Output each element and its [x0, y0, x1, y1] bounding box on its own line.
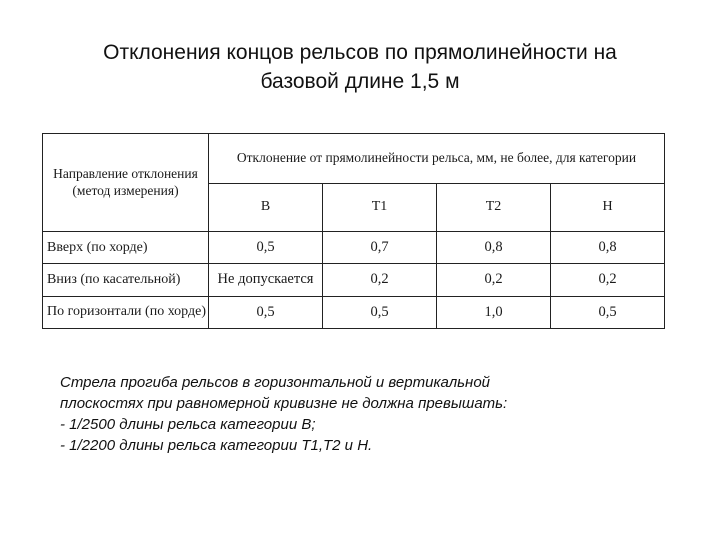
table-cell: 0,5 — [209, 231, 323, 263]
table-row — [43, 296, 665, 328]
table-cell: 0,5 — [323, 296, 437, 328]
header-deviation: Отклонение от прямолинейности рельса, мм, не более, для категории — [209, 134, 665, 184]
table-cell: 0,5 — [551, 296, 665, 328]
table-cell: 0,2 — [323, 264, 437, 296]
table-cell: 0,2 — [437, 264, 551, 296]
table-row — [43, 264, 665, 296]
table-cell: 0,8 — [551, 231, 665, 263]
deviation-table — [42, 133, 665, 329]
table-cell: 0,8 — [437, 231, 551, 263]
note-line: - 1/2500 длины рельса категории В; — [60, 416, 316, 433]
slide-title-line-1: Отклонения концов рельсов по прямолинейности на — [103, 41, 617, 64]
category-header: Н — [551, 183, 665, 231]
note-line: плоскостях при равномерной кривизне не должна превышать: — [60, 395, 508, 412]
table-row — [43, 231, 665, 263]
row-label: По горизонтали (по хорде) — [43, 296, 209, 328]
table-header-row — [43, 134, 665, 184]
slide-title-line-2: базовой длине 1,5 м — [260, 70, 460, 93]
header-direction: Направление отклонения (метод измерения) — [43, 134, 209, 232]
category-header: Т2 — [437, 183, 551, 231]
deflection-note — [60, 372, 690, 456]
row-label: Вниз (по касательной) — [43, 264, 209, 296]
note-line: Стрела прогиба рельсов в горизонтальной и вертикальной — [60, 374, 490, 391]
category-header: В — [209, 183, 323, 231]
table-cell: 0,7 — [323, 231, 437, 263]
table-cell: 1,0 — [437, 296, 551, 328]
table-cell: Не допускается — [209, 264, 323, 296]
note-line: - 1/2200 длины рельса категории Т1,Т2 и Н. — [60, 437, 373, 454]
deviation-table-container — [42, 133, 664, 329]
category-header: Т1 — [323, 183, 437, 231]
table-cell: 0,2 — [551, 264, 665, 296]
table-cell: 0,5 — [209, 296, 323, 328]
row-label: Вверх (по хорде) — [43, 231, 209, 263]
slide-title — [40, 38, 680, 96]
